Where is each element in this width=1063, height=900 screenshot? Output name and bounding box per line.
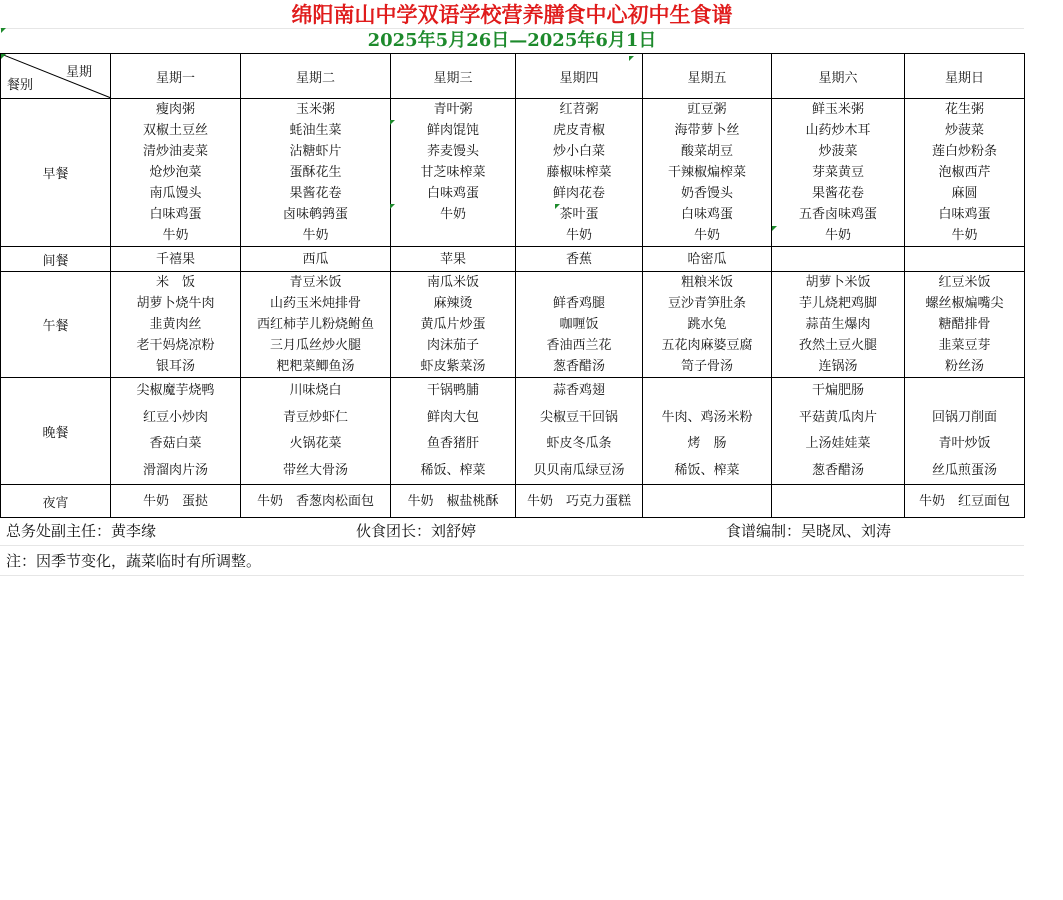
dish-item: 牛奶: [693, 228, 720, 243]
dish-item: 蚝油生菜: [289, 123, 342, 138]
menu-cell: [391, 247, 516, 272]
dish-item: 炒菠菜: [818, 144, 858, 159]
menu-cell: [516, 378, 643, 485]
menu-cell: [241, 485, 391, 518]
dish-item: 麻圆: [951, 186, 978, 201]
dish-item: 咖喱饭: [559, 317, 599, 332]
dish-item: 孜然土豆火腿: [798, 338, 877, 353]
dish-item: 带丝大骨汤: [282, 462, 348, 478]
dish-item: 白味鸡蛋: [149, 207, 202, 222]
meal-label: 间餐: [1, 247, 111, 272]
dish-item: 上汤娃娃菜: [805, 436, 871, 451]
dish-item: 清炒油麦菜: [142, 144, 208, 159]
director-label: 总务处副主任：黄李缘: [6, 522, 157, 540]
menu-cell: [643, 272, 772, 378]
dish-item: 尖椒魔芋烧鸭: [136, 383, 215, 398]
corner-day-label: 星期: [65, 65, 92, 80]
dish-item: 山药炒木耳: [805, 123, 871, 138]
menu-cell: [241, 247, 391, 272]
menu-cell: [905, 247, 1025, 272]
dish-item: 荞麦馒头: [426, 144, 479, 159]
menu-cell: [905, 272, 1025, 378]
dish-item: 葱香醋汤: [811, 462, 864, 478]
dish-item: 粑粑菜鲫鱼汤: [276, 359, 355, 374]
menu-cell: [241, 272, 391, 378]
dish-item: 葱香醋汤: [552, 359, 605, 374]
menu-cell: [111, 99, 241, 247]
dish-item: 三月瓜丝炒火腿: [269, 338, 361, 353]
dish-item: 牛奶: [439, 207, 466, 222]
dish-item: 酸菜胡豆: [680, 144, 733, 159]
dish-item: 干煸肥肠: [811, 383, 864, 398]
dish-item: 牛奶 红豆面包: [918, 493, 1010, 509]
dish-item: 粗粮米饭: [680, 275, 733, 290]
dish-item: 海带萝卜丝: [674, 123, 740, 138]
dish-item: 牛奶 香葱肉松面包: [256, 493, 374, 509]
dish-item: 白味鸡蛋: [680, 207, 733, 222]
dish-item: 糖醋排骨: [938, 317, 991, 332]
menu-cell: [643, 99, 772, 247]
dish-item: [391, 225, 515, 246]
dish-item: 笥子骨汤: [680, 359, 733, 374]
dish-item: 青叶粥: [433, 102, 473, 117]
dish-item: 双椒土豆丝: [142, 123, 208, 138]
note-text: 注：因季节变化，蔬菜临时有所调整。: [6, 552, 262, 570]
dish-item: 西瓜: [302, 251, 329, 267]
dish-item: 豆沙青笋肚条: [667, 296, 746, 311]
meal-label: 早餐: [1, 99, 111, 247]
menu-cell: [111, 485, 241, 518]
dish-item: 藤椒味榨菜: [546, 165, 612, 180]
dish-item: [643, 378, 771, 405]
day-header: 星期六: [772, 54, 905, 99]
menu-cell: [111, 272, 241, 378]
dish-item: 牛奶 椒盐桃酥: [407, 493, 499, 509]
dish-item: 贝贝南瓜绿豆汤: [533, 462, 625, 478]
menu-cell: [241, 378, 391, 485]
page-title: 绵阳南山中学双语学校营养膳食中心初中生食谱: [291, 2, 733, 27]
dish-item: 甘芝味榨菜: [420, 165, 486, 180]
meal-row: [1, 485, 1025, 518]
meal-label: 晚餐: [1, 378, 111, 485]
dish-item: 鲜肉花卷: [552, 186, 605, 201]
dish-item: 莲白炒粉条: [931, 144, 997, 159]
dish-item: 蒜苗生爆肉: [805, 317, 871, 332]
dish-item: 稀饭、榨菜: [674, 462, 740, 478]
dish-item: 西红柿芋儿粉烧鲋鱼: [256, 317, 374, 332]
dish-item: 蒜香鸡翅: [552, 383, 605, 398]
cell-marker: [390, 120, 395, 125]
menu-cell: [905, 99, 1025, 247]
day-header: 星期四: [516, 54, 643, 99]
meal-row: [1, 247, 1025, 272]
dish-item: 粉丝汤: [944, 359, 984, 374]
dish-item: 牛奶: [824, 228, 851, 243]
dish-item: 果酱花卷: [289, 186, 342, 201]
menu-cell: [516, 247, 643, 272]
dish-item: 沾糖虾片: [289, 144, 342, 159]
corner-meal-label: 餐别: [7, 78, 34, 93]
menu-cell: [241, 99, 391, 247]
dish-item: 青豆米饭: [289, 275, 342, 290]
dish-item: 牛奶: [565, 228, 592, 243]
dish-item: 青叶炒饭: [938, 436, 991, 451]
menu-cell: [643, 247, 772, 272]
dish-item: [643, 491, 771, 512]
menu-cell: [643, 485, 772, 518]
dish-item: 花生粥: [944, 102, 984, 117]
dish-item: 卤味鹌鹑蛋: [282, 207, 348, 222]
dish-item: 黄瓜片炒蛋: [420, 317, 486, 332]
dish-item: 苹果: [439, 251, 466, 267]
dish-item: 牛奶: [162, 228, 189, 243]
dish-item: 果酱花卷: [811, 186, 864, 201]
dish-item: 茶叶蛋: [559, 207, 599, 222]
cell-marker: [555, 204, 560, 209]
dish-item: 南瓜米饭: [426, 275, 479, 290]
grid-line: [0, 545, 1024, 546]
menu-table: [0, 53, 1025, 518]
dish-item: 南瓜馒头: [149, 186, 202, 201]
menu-cell: [516, 99, 643, 247]
menu-cell: [111, 247, 241, 272]
grid-line: [0, 28, 1024, 29]
date-range: 2025年5月26日—2025年6月1日: [367, 30, 657, 51]
menu-cell: [643, 378, 772, 485]
dish-item: 山药玉米炖排骨: [269, 296, 361, 311]
dish-item: 韭黄肉丝: [149, 317, 202, 332]
menu-cell: [391, 272, 516, 378]
dish-item: 干辣椒煸榨菜: [667, 165, 746, 180]
dish-item: 干锅鸭脯: [426, 383, 479, 398]
dish-item: 火锅花菜: [289, 436, 342, 451]
dish-item: 青豆炒虾仁: [282, 409, 348, 425]
grid-line: [0, 575, 1024, 576]
dish-item: 五香卤味鸡蛋: [798, 207, 877, 222]
dish-item: 豇豆粥: [687, 102, 727, 117]
dish-item: 红苕粥: [559, 102, 599, 117]
day-header: 星期二: [241, 54, 391, 99]
dish-item: 鲜玉米粥: [811, 102, 864, 117]
dish-item: 白味鸡蛋: [938, 207, 991, 222]
editor-label: 食谱编制：吴晓凤、刘涛: [726, 522, 892, 540]
dish-item: 回锅刀削面: [931, 409, 997, 425]
dish-item: 鱼香猪肝: [426, 436, 479, 451]
dish-item: 滑溜肉片汤: [142, 462, 208, 478]
menu-cell: [516, 485, 643, 518]
dish-item: 奶香馒头: [680, 186, 733, 201]
day-header: 星期日: [905, 54, 1025, 99]
dish-item: 韭菜豆芽: [938, 338, 991, 353]
leader-label: 伙食团长：刘舒婷: [356, 522, 477, 540]
dish-item: 虾皮紫菜汤: [420, 359, 486, 374]
dish-item: 牛奶: [951, 228, 978, 243]
dish-item: 泡椒西芹: [938, 165, 991, 180]
cell-marker: [1, 54, 6, 59]
menu-cell: [772, 485, 905, 518]
day-header: 星期一: [111, 54, 241, 99]
dish-item: 瘦肉粥: [155, 102, 195, 117]
meal-label: 夜宵: [1, 485, 111, 518]
meal-label: 午餐: [1, 272, 111, 378]
dish-item: 蛋酥花生: [289, 165, 342, 180]
meal-row: [1, 99, 1025, 247]
dish-item: 牛奶 巧克力蛋糕: [526, 493, 631, 509]
dish-item: 跳水兔: [687, 317, 727, 332]
dish-item: 川味烧白: [289, 383, 342, 398]
menu-cell: [905, 485, 1025, 518]
cell-marker: [1, 28, 6, 33]
dish-item: 香蕉: [565, 251, 592, 267]
cell-marker: [629, 56, 634, 61]
day-header: 星期五: [643, 54, 772, 99]
dish-item: 银耳汤: [155, 359, 195, 374]
menu-cell: [772, 247, 905, 272]
dish-item: 麻辣烫: [433, 296, 473, 311]
dish-item: 烤 肠: [687, 436, 727, 451]
menu-cell: [772, 378, 905, 485]
cell-marker: [772, 226, 777, 231]
dish-item: 炒菠菜: [944, 123, 984, 138]
dish-item: 红豆小炒肉: [142, 409, 208, 425]
dish-item: 哈密瓜: [687, 251, 727, 267]
dish-item: 香菇白菜: [149, 436, 202, 451]
dish-item: 鲜香鸡腿: [552, 296, 605, 311]
dish-item: 鲜肉大包: [426, 409, 479, 425]
dish-item: 炒小白菜: [552, 144, 605, 159]
menu-cell: [772, 99, 905, 247]
dish-item: 香油西兰花: [546, 338, 612, 353]
menu-cell: [391, 99, 516, 247]
menu-cell: [391, 485, 516, 518]
dish-item: 红豆米饭: [938, 275, 991, 290]
dish-item: 千禧果: [155, 251, 195, 267]
dish-item: 玉米粥: [295, 102, 335, 117]
meal-row: [1, 378, 1025, 485]
dish-item: 牛奶 蛋挞: [142, 493, 208, 509]
dish-item: 牛奶: [302, 228, 329, 243]
dish-item: [772, 491, 904, 512]
corner-cell: [1, 54, 111, 99]
menu-cell: [905, 378, 1025, 485]
menu-cell: [772, 272, 905, 378]
dish-item: 螺丝椒煸嘴尖: [925, 296, 1004, 311]
menu-cell: [111, 378, 241, 485]
day-header: 星期三: [391, 54, 516, 99]
dish-item: 连锅汤: [818, 359, 858, 374]
dish-item: 白味鸡蛋: [426, 186, 479, 201]
menu-cell: [516, 272, 643, 378]
dish-item: [772, 249, 904, 270]
dish-item: 胡萝卜烧牛肉: [136, 296, 215, 311]
dish-item: 丝瓜煎蛋汤: [931, 462, 997, 478]
dish-item: 牛肉、鸡汤米粉: [661, 409, 753, 425]
dish-item: 老干妈烧凉粉: [136, 338, 215, 353]
dish-item: 米 饭: [155, 275, 195, 290]
cell-marker: [390, 204, 395, 209]
dish-item: 胡萝卜米饭: [805, 275, 871, 290]
dish-item: [905, 378, 1024, 405]
header-row: [1, 54, 1025, 99]
meal-row: [1, 272, 1025, 378]
dish-item: 虾皮冬瓜条: [546, 436, 612, 451]
dish-item: 鲜肉馄饨: [426, 123, 479, 138]
menu-cell: [391, 378, 516, 485]
dish-item: 芽菜黄豆: [811, 165, 864, 180]
dish-item: [516, 272, 642, 293]
dish-item: 五花肉麻婆豆腐: [661, 338, 753, 353]
dish-item: 尖椒豆干回锅: [539, 409, 618, 425]
dish-item: 虎皮青椒: [552, 123, 605, 138]
dish-item: 炝炒泡菜: [149, 165, 202, 180]
dish-item: [905, 249, 1024, 270]
dish-item: 平菇黄瓜肉片: [798, 409, 877, 425]
dish-item: 稀饭、榨菜: [420, 462, 486, 478]
dish-item: 芋儿烧耙鸡脚: [798, 296, 877, 311]
dish-item: 肉沫茄子: [426, 338, 479, 353]
